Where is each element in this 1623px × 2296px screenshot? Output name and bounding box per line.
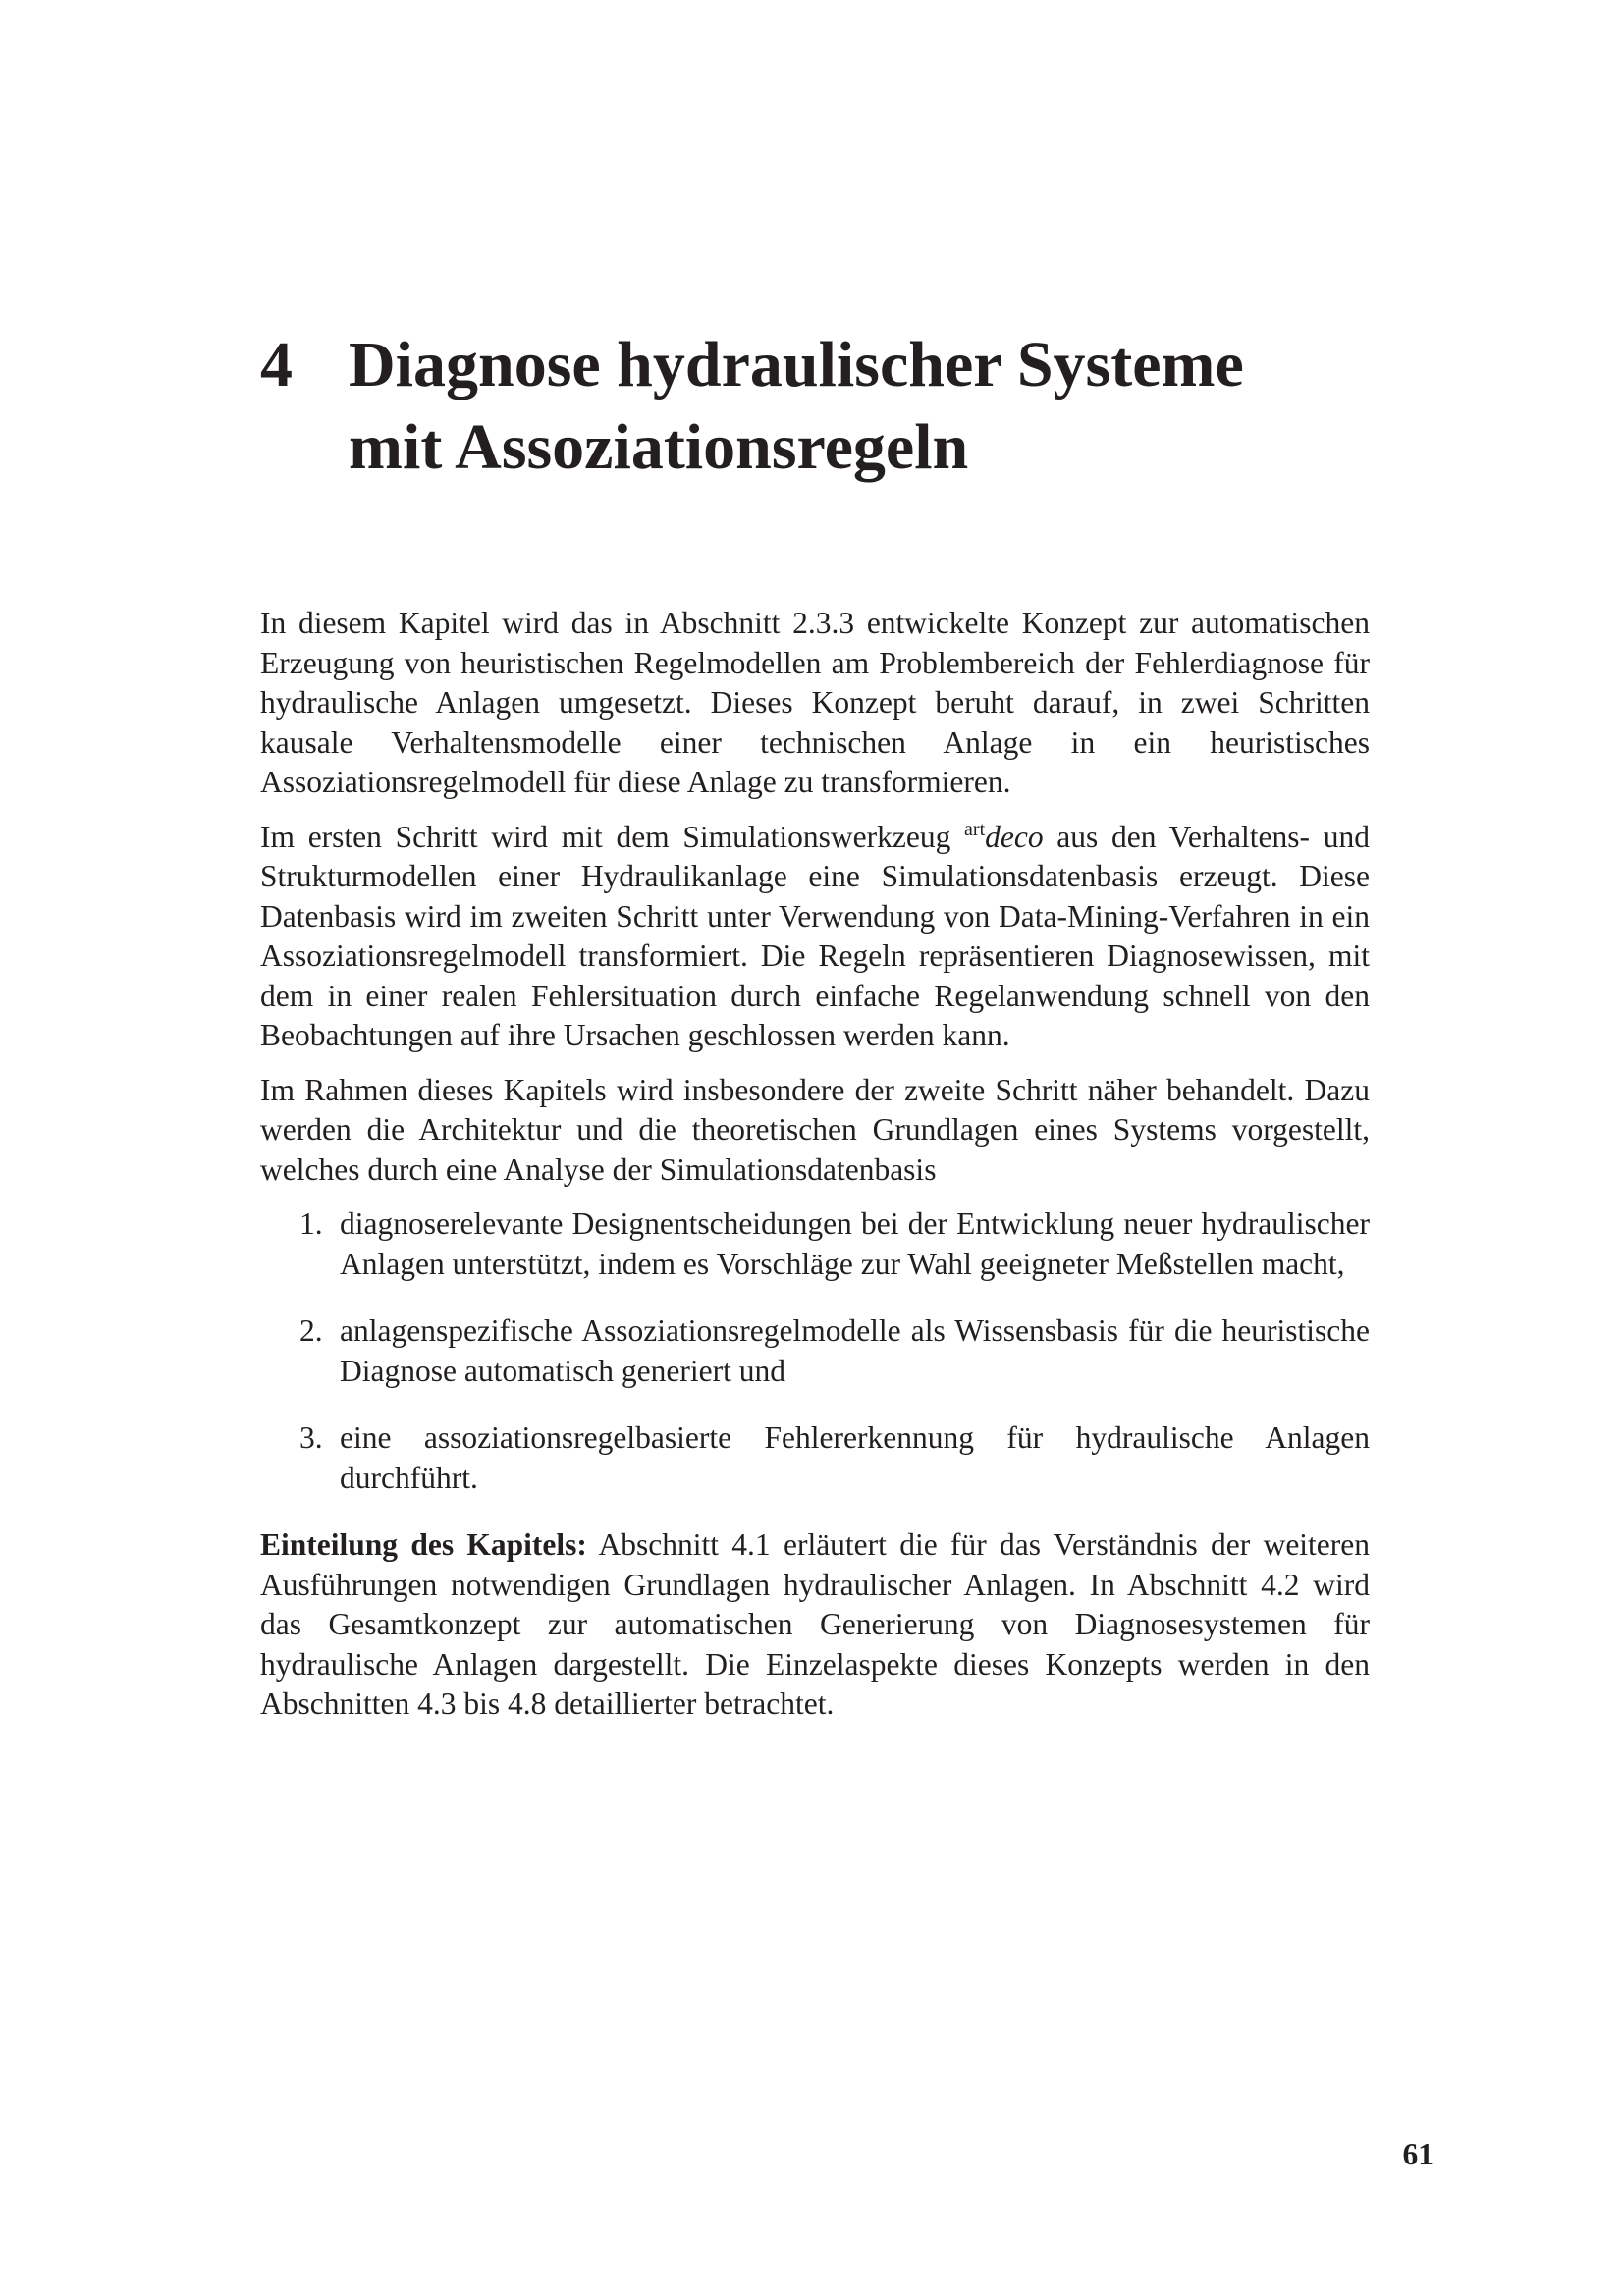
artdeco-main: deco (985, 819, 1044, 854)
list-item-text: anlagenspezifische Assoziationsregelmodelle als Wissensbasis für die heuristische Diagnose automatisch generiert und (340, 1313, 1370, 1388)
paragraph-scope: Im Rahmen dieses Kapitels wird insbesondere der zweite Schritt näher behandelt. Dazu werden die Architektur und die theoretischen Grundlagen eines Systems vorgestellt, welches durch eine Analyse der Simulationsdatenbasis (260, 1072, 1370, 1187)
list-item (260, 1418, 1370, 1498)
enumerated-list (260, 1204, 1370, 1498)
chapter-number: 4 (260, 329, 293, 400)
chapter-outline-paragraph (260, 1525, 1370, 1725)
paragraph-first-step-rest: aus den Verhaltens- und Strukturmodellen einer Hydraulikanlage eine Simulationsdatenbasis erzeugt. Diese Datenbasis wird im zweiten Schritt unter Verwendung von Data-Mining-Verfahren in ein Assoziationsregelmodell transformiert. Die Regeln repräsentieren Diagnosewissen, mit dem in einer realen Fehlersituation durch einfache Regelanwendung schnell von den Beobachtungen auf ihre Ursachen geschlossen werden kann. (260, 819, 1370, 1052)
paragraph-first-step-start: Im ersten Schritt wird mit dem Simulationswerkzeug (260, 819, 965, 854)
chapter-title-line-1: Diagnose hydraulischer Systeme (349, 329, 1244, 400)
list-item-text: diagnoserelevante Designentscheidungen bei der Entwicklung neuer hydraulischer Anlagen unterstützt, indem es Vorschläge zur Wahl geeigneter Meßstellen macht, (340, 1206, 1370, 1281)
list-item-text: eine assoziationsregelbasierte Fehlererkennung für hydraulische Anlagen durchführt. (340, 1420, 1370, 1495)
paragraph-intro: In diesem Kapitel wird das in Abschnitt 2.3.3 entwickelte Konzept zur automatischen Erzeugung von heuristischen Regelmodellen am Problembereich der Fehlerdiagnose für hydraulische Anlagen umgesetzt. Dieses Konzept beruht darauf, in zwei Schritten kausale Verhaltensmodelle einer technischen Anlage in ein heuristisches Assoziationsregelmodell für diese Anlage zu transformieren. (260, 606, 1370, 799)
list-item (260, 1311, 1370, 1391)
chapter-title-line-2: mit Assoziationsregeln (349, 411, 969, 483)
paragraph-first-step (260, 818, 1370, 1056)
list-item (260, 1204, 1370, 1284)
chapter-title (349, 324, 1429, 489)
page-number: 61 (1402, 2137, 1434, 2171)
list-item-number: 2. (299, 1313, 323, 1348)
chapter-outline-label: Einteilung des Kapitels: (260, 1527, 587, 1562)
chapter-outline-text: Abschnitt 4.1 erläutert die für das Verständnis der weiteren Ausführungen notwendigen Grundlagen hydraulischer Anlagen. In Abschnitt 4.2 wird das Gesamtkonzept zur automatischen Generierung von Diagnosesystemen für hydraulische Anlagen dargestellt. Die Einzelaspekte dieses Konzepts werden in den Abschnitten 4.3 bis 4.8 detaillierter betrachtet. (260, 1527, 1371, 1721)
artdeco-superscript: art (964, 818, 986, 840)
list-item-number: 1. (299, 1206, 323, 1241)
body-text (260, 604, 1370, 1739)
artdeco-tool-name (964, 820, 1044, 854)
list-item-number: 3. (299, 1420, 323, 1455)
